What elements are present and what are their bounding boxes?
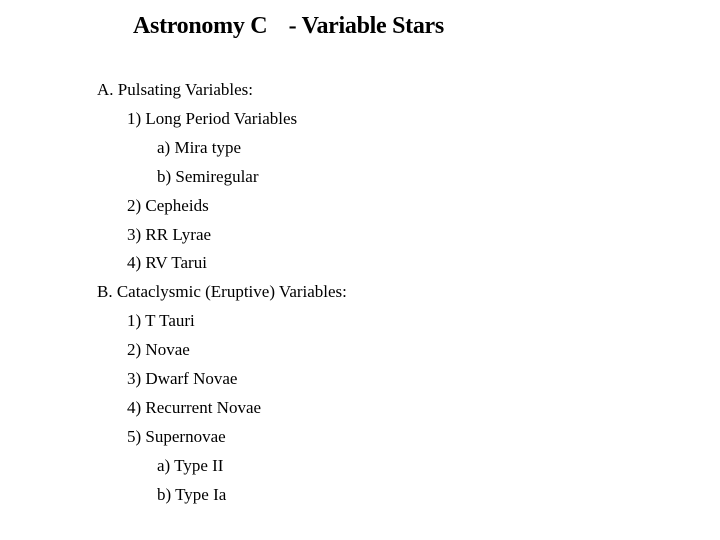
outline-item: b) Semiregular bbox=[157, 166, 259, 186]
outline-item: 5) Supernovae bbox=[127, 426, 226, 446]
title-sub: Variable Stars bbox=[301, 13, 444, 39]
title-separator: - bbox=[288, 13, 297, 39]
outline-item: 3) RR Lyrae bbox=[127, 224, 212, 244]
outline-heading: A. Pulsating Variables: bbox=[97, 80, 253, 99]
outline-item: 2) Novae bbox=[127, 340, 190, 360]
outline-item: 1) Long Period Variables bbox=[127, 108, 298, 128]
outline-item: 3) Dwarf Novae bbox=[127, 369, 238, 388]
outline-item: 1) T Tauri bbox=[127, 311, 195, 331]
outline-item: 4) RV Tarui bbox=[127, 253, 207, 273]
title-main: Astronomy C bbox=[133, 13, 268, 39]
outline-item: a) Mira type bbox=[157, 137, 242, 157]
outline-item: 2) Cepheids bbox=[127, 195, 209, 215]
outline-item: b) Type Ia bbox=[157, 484, 227, 504]
outline-item: a) Type II bbox=[157, 455, 224, 475]
outline-item: 4) Recurrent Novae bbox=[127, 397, 262, 417]
outline-heading: B. Cataclysmic (Eruptive) Variables: bbox=[97, 282, 347, 302]
